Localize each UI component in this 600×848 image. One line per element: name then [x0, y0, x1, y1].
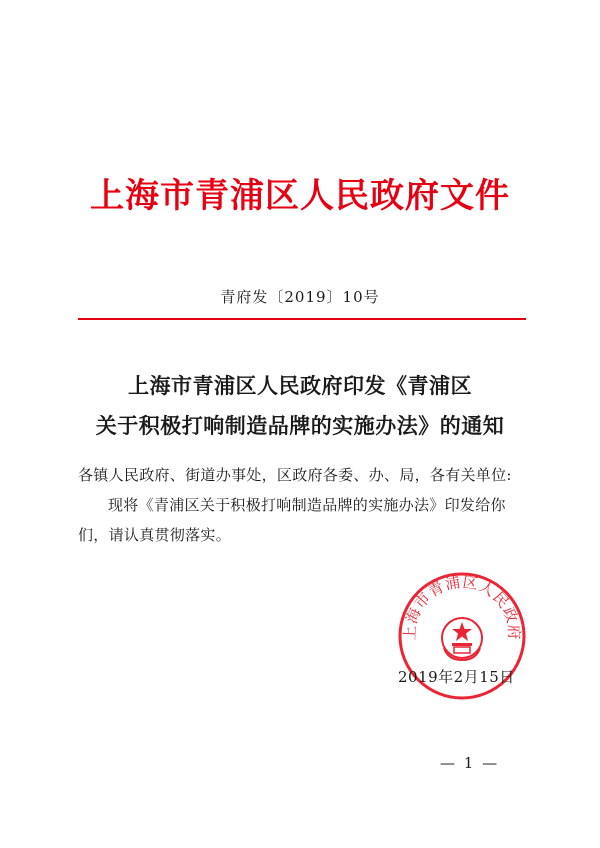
- svg-text:上海市青浦区人民政府: 上海市青浦区人民政府: [400, 572, 524, 641]
- document-date: 2019年2月15日: [398, 668, 515, 686]
- document-masthead: 上海市青浦区人民政府文件: [90, 176, 510, 216]
- document-number: 青府发〔2019〕10号: [220, 288, 380, 306]
- body-text-line-1: 现将《青浦区关于积极打响制造品牌的实施办法》印发给你: [108, 496, 506, 514]
- page-number: — 1 —: [440, 754, 500, 772]
- national-emblem-icon: [442, 618, 482, 660]
- addressee-line: 各镇人民政府、街道办事处，区政府各委、办、局，各有关单位:: [78, 466, 512, 484]
- document-title-line-2: 关于积极打响制造品牌的实施办法》的通知: [95, 413, 505, 438]
- body-text-line-2: 们，请认真贯彻落实。: [78, 526, 232, 544]
- red-divider-line: [78, 318, 526, 320]
- document-title-line-1: 上海市青浦区人民政府印发《青浦区: [128, 373, 472, 398]
